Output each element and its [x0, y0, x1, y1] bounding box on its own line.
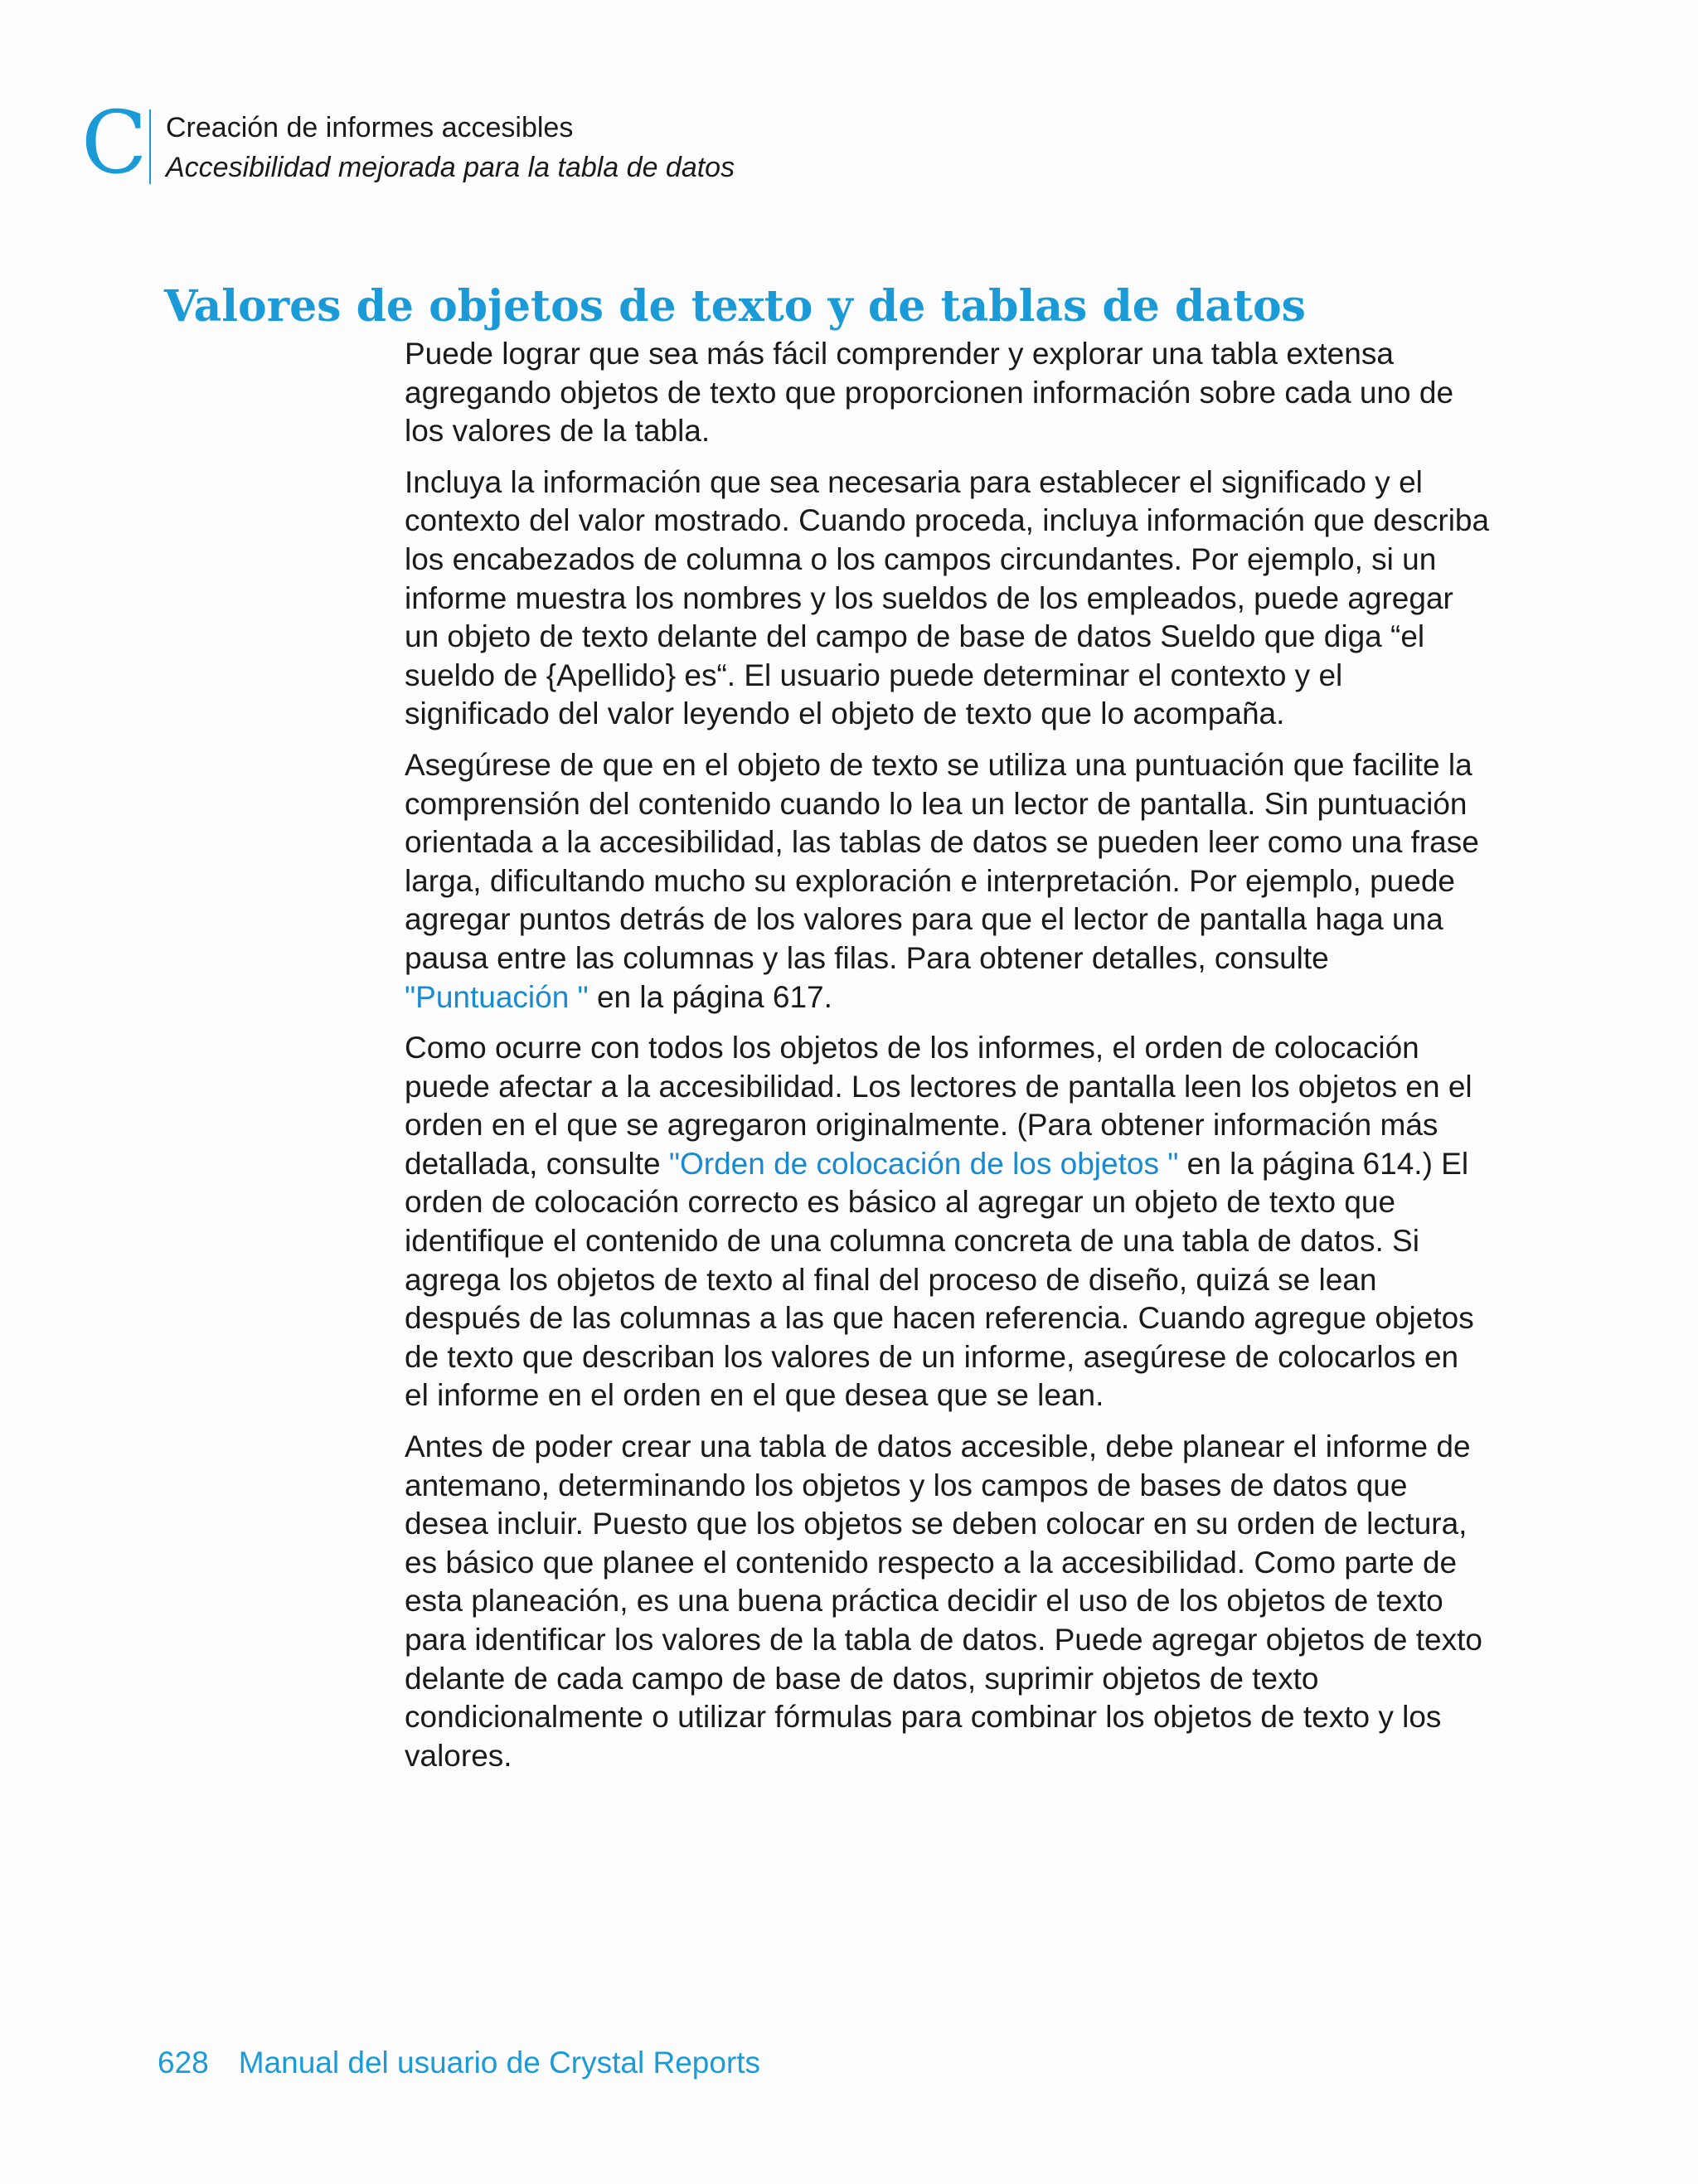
manual-title: Manual del usuario de Crystal Reports	[238, 2046, 761, 2080]
section-subtitle: Accesibilidad mejorada para la tabla de datos	[166, 152, 735, 183]
paragraph-1: Puede lograr que sea más fácil comprender y explorar una tabla extensa agregando objetos de texto que proporcionen información sobre cada uno de los valores de la tabla.	[405, 337, 1454, 449]
paragraph-5: Antes de poder crear una tabla de datos accesible, debe planear el informe de antemano, determinando los objetos y los campos de bases de datos que desea incluir. Puesto que los objetos se deben colocar en su orden de lectura, es básico que planee el contenido respecto a la accesibilidad. Como parte de esta planeación, es una buena práctica decidir el uso de los objetos de texto para identificar los valores de la tabla de datos. Puede agregar objetos de texto delante de cada campo de base de datos, suprimir objetos de texto condicionalmente o utilizar fórmulas para combinar los objetos de texto y los valores.	[405, 1429, 1482, 1773]
paragraph-3	[405, 746, 1491, 1017]
paragraph-4-text-start: Como ocurre con todos los objetos de los informes, el orden de colocación puede afectar a la accesibilidad. Los lectores de pantalla leen los objetos en el orden en el que se agregaron originalmente. (Para obtener información más detallada, consulte	[405, 1031, 1472, 1181]
paragraph-2: Incluya la información que sea necesaria para establecer el significado y el contexto del valor mostrado. Cuando proceda, incluya información que describa los encabezados de columna o los campos circundantes. Por ejemplo, si un informe muestra los nombres y los sueldos de los empleados, puede agregar un objeto de texto delante del campo de base de datos Sueldo que diga “el sueldo de {Apellido} es“. El usuario puede determinar el contexto y el significado del valor leyendo el objeto de texto que lo acompaña.	[405, 464, 1490, 731]
paragraph-3-text-start: Asegúrese de que en el objeto de texto se utiliza una puntuación que facilite la comprensión del contenido cuando lo lea un lector de pantalla. Sin puntuación orientada a la accesibilidad, las tablas de datos se pueden leer como una frase larga, dificultando mucho su exploración e interpretación. Por ejemplo, puede agregar puntos detrás de los valores para que el lector de pantalla haga una pausa entre las columnas y las filas. Para obtener detalles, consulte	[405, 747, 1479, 975]
section-heading: Valores de objetos de texto y de tablas de datos	[164, 280, 1306, 332]
page-number: 628	[158, 2046, 209, 2080]
body-text	[405, 335, 1491, 1788]
chapter-letter: C	[81, 92, 148, 193]
header-divider	[149, 109, 151, 184]
paragraph-3-text-end: en la página 617.	[588, 979, 832, 1014]
paragraph-4	[405, 1029, 1491, 1415]
link-orden-colocacion[interactable]: "Orden de colocación de los objetos "	[668, 1146, 1179, 1181]
paragraph-4-text-end: en la página 614.) El orden de colocación correcto es básico al agregar un objeto de texto que identifique el contenido de una columna concreta de una tabla de datos. Si agrega los objetos de texto al final del proceso de diseño, quizá se lean después de las columnas a las que hacen referencia. Cuando agregue objetos de texto que describan los valores de un informe, asegúrese de colocarlos en el informe en el orden en el que desea que se lean.	[405, 1146, 1474, 1413]
page-footer	[158, 2043, 760, 2083]
chapter-title: Creación de informes accesibles	[166, 112, 574, 143]
link-puntuacion[interactable]: "Puntuación "	[405, 979, 589, 1014]
